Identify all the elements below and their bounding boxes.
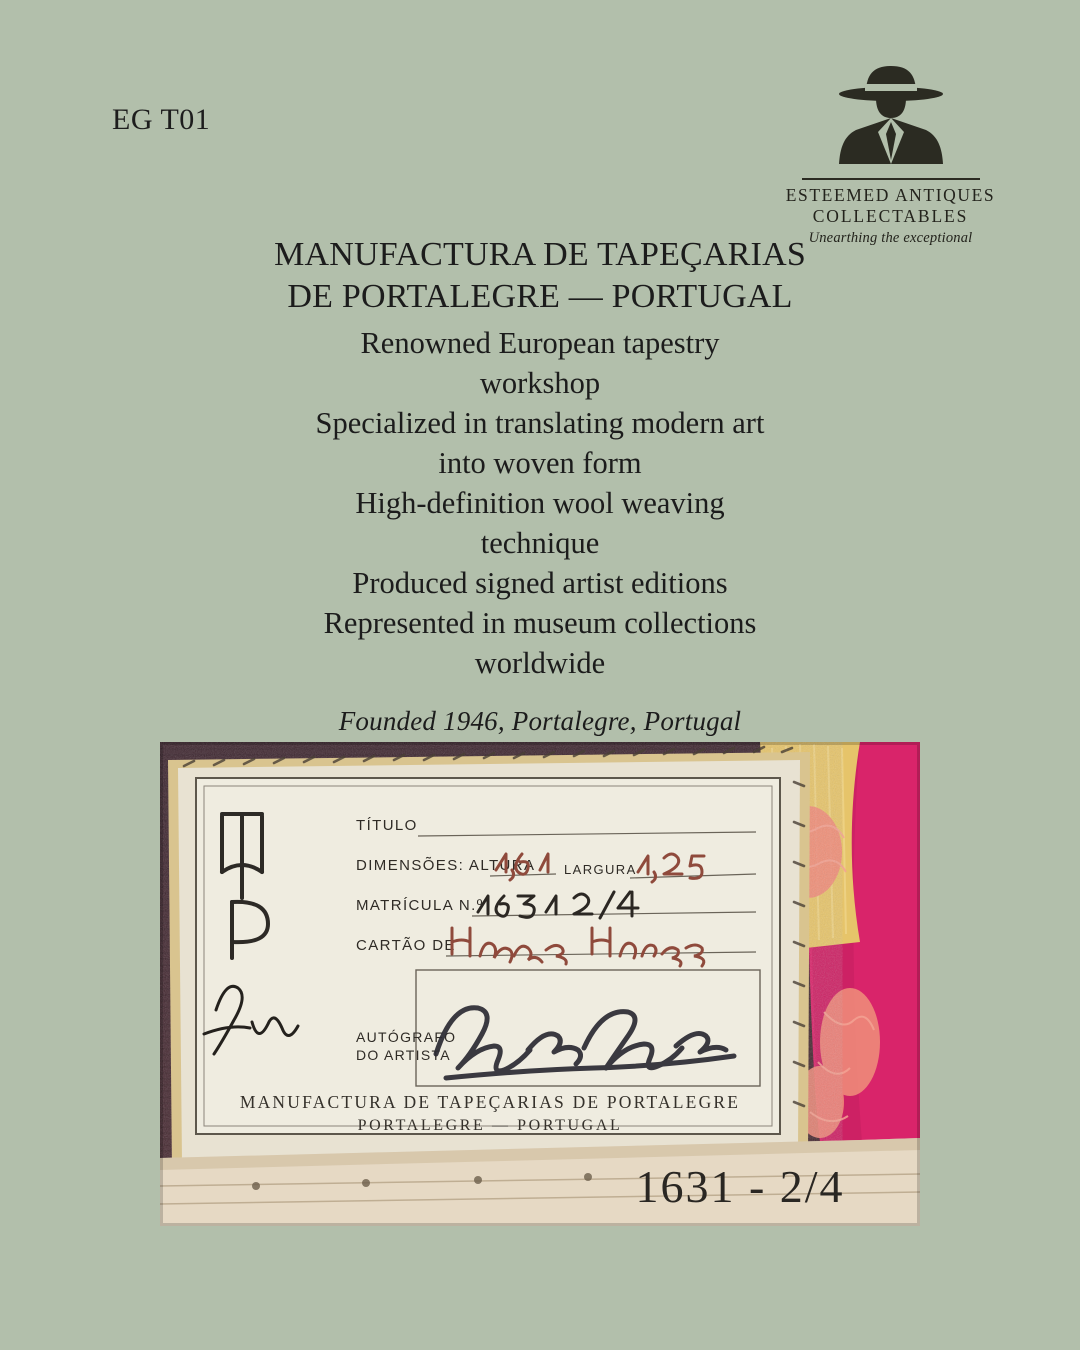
- svg-text:1631 - 2/4: 1631 - 2/4: [635, 1161, 845, 1212]
- svg-text:MATRÍCULA N.º: MATRÍCULA N.º: [356, 897, 484, 914]
- maker-heading-line2: DE PORTALEGRE — PORTUGAL: [287, 278, 793, 316]
- description-block: [0, 234, 1080, 737]
- brand-logo-block: [783, 62, 998, 247]
- maker-heading: [190, 234, 890, 318]
- brand-name: [783, 185, 998, 226]
- feature-line: Renowned European tapestry: [360, 326, 720, 361]
- feature-line: Specialized in translating modern art: [315, 406, 765, 441]
- maker-heading-line1: MANUFACTURA DE TAPEÇARIAS: [274, 236, 806, 273]
- feature-line: workshop: [479, 366, 601, 401]
- feature-line: Represented in museum collections: [323, 605, 757, 640]
- founded-line: Founded 1946, Portalegre, Portugal: [338, 705, 742, 736]
- svg-text:CARTÃO DE: CARTÃO DE: [356, 937, 456, 954]
- detective-silhouette-icon: [783, 62, 998, 172]
- svg-text:TÍTULO: TÍTULO: [356, 817, 418, 834]
- svg-text:PORTALEGRE — PORTUGAL: PORTALEGRE — PORTUGAL: [357, 1117, 623, 1134]
- svg-text:MANUFACTURA DE TAPEÇARIAS DE P: MANUFACTURA DE TAPEÇARIAS DE PORTALEGRE: [239, 1092, 741, 1112]
- svg-text:DIMENSÕES: ALTURA: DIMENSÕES: ALTURA: [356, 857, 536, 874]
- reference-code: EG T01: [112, 103, 211, 136]
- feature-line: into woven form: [438, 446, 642, 481]
- svg-text:AUTÓGRAFO: AUTÓGRAFO: [356, 1029, 457, 1045]
- brand-name-line1: ESTEEMED ANTIQUES: [785, 185, 996, 205]
- svg-text:DO ARTISTA: DO ARTISTA: [356, 1047, 451, 1063]
- feature-list: [190, 324, 890, 684]
- feature-line: High-definition wool weaving: [355, 486, 725, 521]
- tapestry-label-photograph: [160, 742, 920, 1226]
- brand-tagline: Unearthing the exceptional: [808, 230, 973, 247]
- logo-divider: [802, 178, 980, 180]
- svg-text:LARGURA: LARGURA: [564, 862, 637, 877]
- feature-line: Produced signed artist editions: [352, 566, 728, 601]
- feature-line: technique: [480, 526, 600, 561]
- brand-name-line2: COLLECTABLES: [812, 205, 969, 226]
- feature-line: worldwide: [474, 645, 606, 680]
